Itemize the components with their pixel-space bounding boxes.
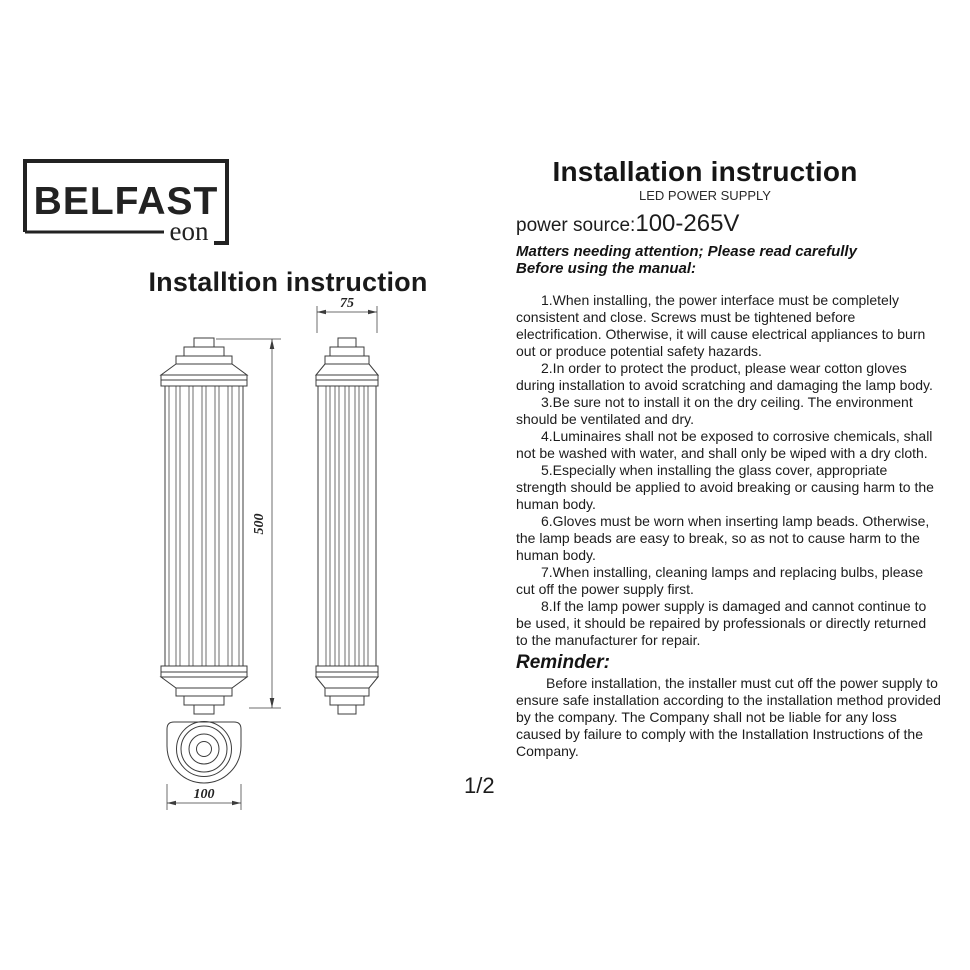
- instruction-item-2: 2.In order to protect the product, please wear cotton gloves during installation to avoid scratching and damaging the lamp body.: [516, 360, 933, 393]
- page-subtitle: LED POWER SUPPLY: [639, 188, 771, 203]
- dim-width-label: 75: [340, 296, 354, 311]
- attention-line-1: Matters needing attention; Please read carefully: [516, 243, 857, 260]
- instruction-item-1: 1.When installing, the power interface must be completely consistent and close. Screws must be tightened before electrification. Otherwise, it will cause electrical appliances to burn out or produce potential safety hazards.: [516, 292, 926, 359]
- page-title: Installation instruction: [552, 156, 858, 187]
- lamp-bottom-view: [167, 722, 241, 784]
- power-source-value: 100-265V: [635, 210, 740, 237]
- dimension-height: [216, 339, 281, 708]
- logo-brand-text: BELFAST: [33, 180, 219, 223]
- instruction-item-4: 4.Luminaires shall not be exposed to corrosive chemicals, shall not be washed with water, and shall only be wiped with a dry cloth.: [516, 428, 933, 461]
- dimension-base-width: [167, 784, 241, 810]
- technical-drawing: [140, 295, 460, 815]
- lamp-front-view: [161, 338, 247, 714]
- reminder-text: Before installation, the installer must cut off the power supply to ensure safe installation according to the installation method provided by the company. The Company shall not be liable for any loss caused by failure to comply with the Installation Instructions of the Company.: [516, 675, 941, 759]
- instruction-item-6: 6.Gloves must be worn when inserting lamp beads. Otherwise, the lamp beads are easy to break, so as not to cause harm to the human body.: [516, 513, 930, 563]
- instruction-item-7: 7.When installing, cleaning lamps and replacing bulbs, please cut off the power supply first.: [516, 564, 924, 597]
- dim-base-width-label: 100: [193, 787, 215, 802]
- logo-subbrand-text: eon: [169, 216, 209, 246]
- instruction-item-5: 5.Especially when installing the glass cover, appropriate strength should be applied to avoid breaking or causing harm to the human body.: [516, 462, 934, 512]
- instruction-column: [460, 156, 950, 799]
- instruction-list: [516, 292, 936, 649]
- instruction-item-8: 8.If the lamp power supply is damaged and cannot continue to be used, it should be repaired by professionals or directly returned to the manufacturer for repair.: [516, 598, 927, 648]
- brand-logo: [22, 158, 232, 250]
- dimension-width: [317, 296, 377, 333]
- attention-heading: [516, 243, 950, 277]
- attention-line-2: Before using the manual:: [516, 260, 697, 277]
- page-number: 1/2: [464, 773, 495, 798]
- dim-height-label: 500: [252, 513, 267, 535]
- power-source-label: power source:: [516, 215, 636, 236]
- power-source-line: [516, 210, 950, 238]
- reminder-heading: Reminder:: [516, 652, 610, 673]
- left-heading: Installtion instruction: [148, 267, 428, 297]
- instruction-item-3: 3.Be sure not to install it on the dry ceiling. The environment should be ventilated and dry.: [516, 394, 913, 427]
- lamp-side-view: [316, 338, 378, 714]
